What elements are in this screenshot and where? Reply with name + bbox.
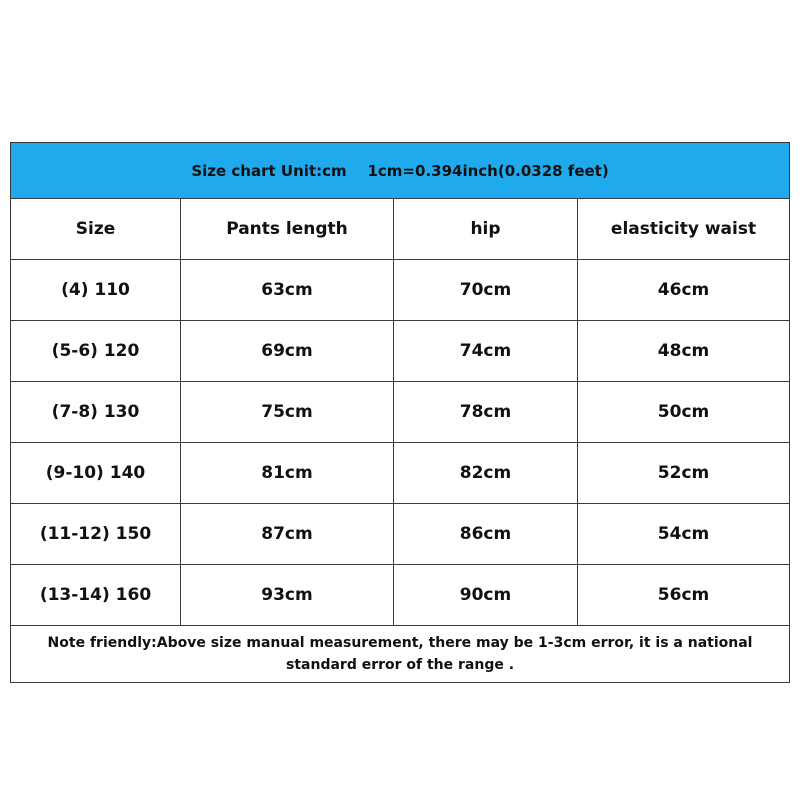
size-chart-table bbox=[10, 142, 790, 683]
table-row bbox=[11, 321, 790, 382]
size-cell: (7-8) 130 bbox=[11, 382, 181, 443]
hip-cell: 82cm bbox=[394, 443, 578, 504]
hip-cell: 70cm bbox=[394, 260, 578, 321]
waist-cell: 46cm bbox=[578, 260, 790, 321]
waist-cell: 54cm bbox=[578, 504, 790, 565]
table-row bbox=[11, 260, 790, 321]
pants-length-cell: 93cm bbox=[181, 565, 394, 626]
size-chart-title: Size chart Unit:cm 1cm=0.394inch(0.0328 feet) bbox=[11, 143, 790, 199]
waist-cell: 50cm bbox=[578, 382, 790, 443]
title-row bbox=[11, 143, 790, 199]
pants-length-cell: 87cm bbox=[181, 504, 394, 565]
size-cell: (13-14) 160 bbox=[11, 565, 181, 626]
table-row bbox=[11, 382, 790, 443]
size-cell: (4) 110 bbox=[11, 260, 181, 321]
column-header-hip: hip bbox=[394, 199, 578, 260]
column-header-elasticity-waist: elasticity waist bbox=[578, 199, 790, 260]
table-row bbox=[11, 565, 790, 626]
waist-cell: 52cm bbox=[578, 443, 790, 504]
pants-length-cell: 75cm bbox=[181, 382, 394, 443]
table-row bbox=[11, 504, 790, 565]
waist-cell: 56cm bbox=[578, 565, 790, 626]
table-row bbox=[11, 443, 790, 504]
size-cell: (5-6) 120 bbox=[11, 321, 181, 382]
pants-length-cell: 69cm bbox=[181, 321, 394, 382]
header-row bbox=[11, 199, 790, 260]
hip-cell: 74cm bbox=[394, 321, 578, 382]
pants-length-cell: 63cm bbox=[181, 260, 394, 321]
column-header-size: Size bbox=[11, 199, 181, 260]
note-row bbox=[11, 626, 790, 683]
waist-cell: 48cm bbox=[578, 321, 790, 382]
hip-cell: 86cm bbox=[394, 504, 578, 565]
note-text: Note friendly:Above size manual measurement, there may be 1-3cm error, it is a national standard error of the range . bbox=[11, 626, 790, 683]
size-cell: (9-10) 140 bbox=[11, 443, 181, 504]
pants-length-cell: 81cm bbox=[181, 443, 394, 504]
hip-cell: 90cm bbox=[394, 565, 578, 626]
column-header-pants-length: Pants length bbox=[181, 199, 394, 260]
hip-cell: 78cm bbox=[394, 382, 578, 443]
size-cell: (11-12) 150 bbox=[11, 504, 181, 565]
